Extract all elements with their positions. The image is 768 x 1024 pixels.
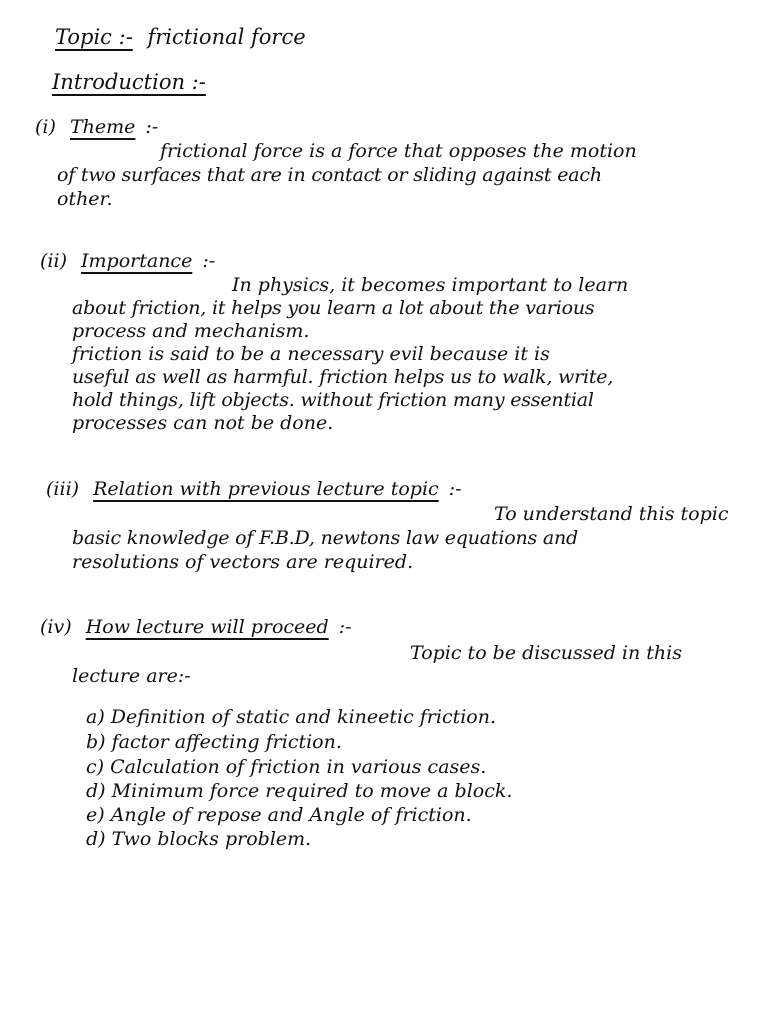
importance-line: about friction, it helps you learn a lot about the various <box>72 297 595 319</box>
list-item: e) Angle of repose and Angle of friction. <box>86 804 472 826</box>
theme-line: other. <box>57 188 113 210</box>
importance-line: hold things, lift objects. without friction many essential <box>72 389 594 411</box>
theme-line: of two surfaces that are in contact or sliding against each <box>57 164 602 186</box>
proceed-marker: (iv) <box>40 616 72 638</box>
introduction-heading: Introduction :- <box>52 70 206 94</box>
importance-line: friction is said to be a necessary evil because it is <box>72 343 550 365</box>
relation-heading <box>46 480 462 499</box>
importance-suffix: :- <box>202 250 216 272</box>
proceed-suffix: :- <box>338 616 352 638</box>
list-item: d) Two blocks problem. <box>86 828 312 850</box>
relation-title: Relation with previous lecture topic <box>93 478 439 500</box>
importance-marker: (ii) <box>40 250 67 272</box>
topic-line <box>55 27 306 48</box>
proceed-line: lecture are:- <box>72 665 191 687</box>
list-item: b) factor affecting friction. <box>86 731 342 753</box>
importance-line: processes can not be done. <box>72 412 334 434</box>
relation-line: To understand this topic <box>494 503 729 525</box>
theme-heading <box>35 118 158 137</box>
relation-line: resolutions of vectors are required. <box>72 551 414 573</box>
theme-suffix: :- <box>145 116 159 138</box>
proceed-title: How lecture will proceed <box>85 616 329 638</box>
list-item: c) Calculation of friction in various cases. <box>86 756 487 778</box>
list-item: d) Minimum force required to move a block. <box>86 780 513 802</box>
importance-line: process and mechanism. <box>72 320 310 342</box>
relation-suffix: :- <box>448 478 462 500</box>
importance-line: In physics, it becomes important to learn <box>232 274 629 296</box>
list-item: a) Definition of static and kineetic friction. <box>86 706 497 728</box>
relation-marker: (iii) <box>46 478 80 500</box>
importance-heading <box>40 252 215 271</box>
importance-line: useful as well as harmful. friction helps us to walk, write, <box>72 366 614 388</box>
proceed-heading <box>40 618 352 637</box>
topic-label: Topic :- <box>55 25 133 49</box>
topic-value: frictional force <box>147 25 306 49</box>
importance-title: Importance <box>81 250 193 272</box>
theme-marker: (i) <box>35 116 56 138</box>
relation-line: basic knowledge of F.B.D, newtons law equations and <box>72 527 579 549</box>
theme-title: Theme <box>69 116 136 138</box>
theme-line: frictional force is a force that opposes the motion <box>160 140 637 162</box>
proceed-line: Topic to be discussed in this <box>410 642 682 664</box>
